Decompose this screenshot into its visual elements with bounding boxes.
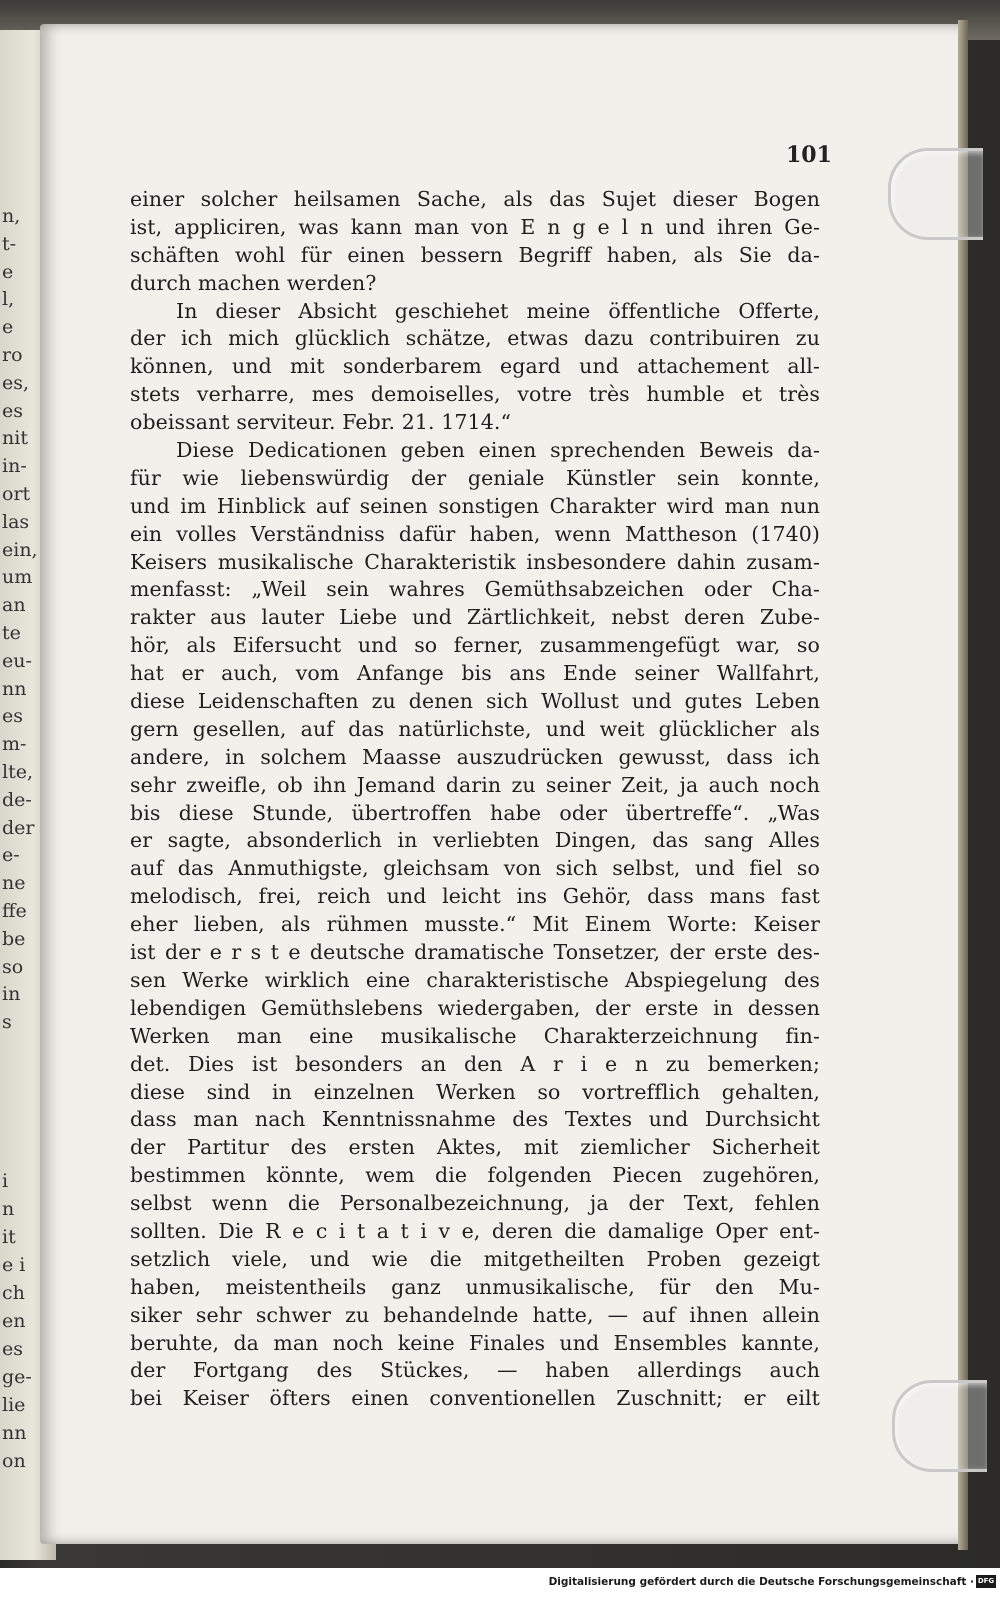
text-line: Diese Dedicationen geben einen sprechenden Beweis da- bbox=[176, 438, 820, 463]
left-page-fragment: es bbox=[2, 399, 23, 422]
left-page-fragment: m- bbox=[2, 733, 27, 756]
left-page-fragment: it bbox=[2, 1226, 16, 1248]
left-page-fragment: lie bbox=[2, 1394, 26, 1416]
text-line: er sagte, absonderlich in verliebten Dingen, das sang Alles bbox=[130, 828, 820, 853]
text-line: sollten. Die R e c i t a t i v e, deren die damalige Oper ent- bbox=[130, 1218, 820, 1243]
text-line: setzlich viele, und wie die mitgetheilten Proben gezeigt bbox=[130, 1246, 820, 1271]
text-line: ist der e r s t e deutsche dramatische Tonsetzer, der erste des- bbox=[130, 940, 820, 965]
left-page-fragment: t- bbox=[2, 232, 17, 255]
left-page-fragment: on bbox=[2, 1450, 26, 1472]
left-page-fragment: in- bbox=[2, 455, 27, 478]
text-line: menfasst: „Weil sein wahres Gemüthsabzeichen oder Cha- bbox=[130, 577, 820, 602]
text-line: der Fortgang des Stückes, — haben allerdings auch bbox=[130, 1358, 820, 1383]
left-page-fragment: las bbox=[2, 510, 30, 533]
left-page-fragment: ch bbox=[2, 1282, 25, 1304]
left-page-fragment: um bbox=[2, 566, 33, 589]
left-page-fragment: e bbox=[2, 316, 14, 339]
left-page-fragment: ffe bbox=[2, 900, 27, 922]
text-line: ist, appliciren, was kann man von E n g e l n und ihren Ge- bbox=[130, 214, 820, 239]
left-page-fragment: in bbox=[2, 983, 21, 1006]
text-line: ein volles Verständniss dafür haben, wenn Mattheson (1740) bbox=[130, 521, 820, 546]
text-line: der Partitur des ersten Aktes, mit ziemlicher Sicherheit bbox=[130, 1135, 820, 1160]
text-line: einer solcher heilsamen Sache, als das Sujet dieser Bogen bbox=[130, 187, 820, 211]
left-page-fragment: ein, bbox=[2, 538, 38, 561]
left-page-fragment: lte, bbox=[2, 761, 33, 783]
text-line: melodisch, frei, reich und leicht ins Gehör, dass mans fast bbox=[130, 884, 820, 909]
left-page-fragment: i bbox=[2, 1170, 9, 1192]
page-holder-clip-icon bbox=[888, 148, 983, 240]
left-page-fragment: e i bbox=[2, 1254, 26, 1276]
text-line: rakter aus lauter Liebe und Zärtlichkeit, nebst deren Zube- bbox=[130, 605, 820, 630]
text-line: durch machen werden? bbox=[130, 270, 377, 295]
text-line: sen Werke wirklich eine charakteristische Abspiegelung des bbox=[130, 967, 820, 992]
left-page-fragment: es bbox=[2, 1338, 23, 1360]
text-line: lebendigen Gemüthslebens wiedergaben, der erste in dessen bbox=[130, 995, 820, 1020]
left-page-fragment: te bbox=[2, 622, 21, 644]
left-page-fragment: der bbox=[2, 816, 35, 839]
dfg-logo-icon: DFG bbox=[976, 1575, 996, 1588]
page-stack-edge bbox=[958, 20, 968, 1550]
left-page-fragment: be bbox=[2, 927, 26, 950]
left-page-fragment: e- bbox=[2, 844, 20, 867]
text-line: hör, als Eifersucht und so ferner, zusammengefügt war, so bbox=[130, 633, 820, 658]
text-line: Werken man eine musikalische Charakterzeichnung fin- bbox=[130, 1023, 820, 1048]
left-page-fragment: ge- bbox=[2, 1366, 32, 1388]
body-text bbox=[130, 186, 820, 1413]
left-page-fragment: ne bbox=[2, 872, 26, 895]
text-line: det. Dies ist besonders an den A r i e n zu bemerken; bbox=[130, 1051, 820, 1076]
left-page-fragment: eu- bbox=[2, 649, 32, 672]
text-line: bei Keiser öfters einen conventionellen Zuschnitt; er eilt bbox=[130, 1386, 820, 1411]
text-line: können, und mit sonderbarem egard und attachement all- bbox=[130, 354, 820, 379]
text-line: stets verharre, mes demoiselles, votre très humble et très bbox=[130, 382, 820, 407]
left-page-fragment: an bbox=[2, 594, 26, 617]
text-line: obeissant serviteur. Febr. 21. 1714.“ bbox=[130, 410, 512, 435]
text-line: In dieser Absicht geschiehet meine öffentliche Offerte, bbox=[176, 298, 820, 323]
text-line: andere, in solchem Maasse auszudrücken gewusst, dass ich bbox=[130, 744, 820, 769]
text-line: bestimmen könnte, wem die folgenden Piecen zugehören, bbox=[130, 1163, 820, 1188]
text-line: der ich mich glücklich schätze, etwas dazu contribuiren zu bbox=[130, 326, 820, 351]
left-page-fragment: es bbox=[2, 705, 23, 728]
text-line: und im Hinblick auf seinen sonstigen Charakter wird man nun bbox=[130, 493, 820, 518]
left-page-fragment: l, bbox=[2, 288, 15, 311]
text-line: hat er auch, vom Anfange bis ans Ende seiner Wallfahrt, bbox=[130, 661, 820, 686]
text-line: beruhte, da man noch keine Finales und Ensembles kannte, bbox=[130, 1330, 820, 1355]
text-line: siker sehr schwer zu behandelnde hatte, — auf ihnen allein bbox=[130, 1302, 820, 1327]
left-page-fragment: n bbox=[2, 1198, 15, 1220]
left-page-fragment: e bbox=[2, 260, 14, 283]
text-line: Keisers musikalische Charakteristik insbesondere dahin zusam- bbox=[130, 549, 820, 574]
text-line: dass man nach Kenntnissnahme des Textes und Durchsicht bbox=[130, 1107, 820, 1132]
left-page-fragment: n, bbox=[2, 205, 21, 227]
left-page-fragment: s bbox=[2, 1011, 12, 1034]
left-page-fragment: ort bbox=[2, 483, 31, 505]
text-line: schäften wohl für einen bessern Begriff haben, als Sie da- bbox=[130, 242, 820, 267]
left-page-fragment: ro bbox=[2, 344, 23, 366]
text-line: auf das Anmuthigste, gleichsam von sich selbst, und fiel so bbox=[130, 856, 820, 881]
text-line: für wie liebenswürdig der geniale Künstler sein konnte, bbox=[130, 465, 820, 490]
page-holder-clip-icon bbox=[892, 1380, 987, 1472]
page-number: 101 bbox=[786, 142, 832, 168]
left-page-fragment: nn bbox=[2, 677, 27, 700]
left-page-fragment: de- bbox=[2, 788, 32, 811]
left-page-fragment: nit bbox=[2, 427, 28, 450]
text-line: haben, meistentheils ganz unmusikalische, für den Mu- bbox=[130, 1274, 820, 1299]
text-line: sehr zweifle, ob ihn Jemand darin zu seiner Zeit, ja auch noch bbox=[130, 772, 820, 797]
left-page-fragment: en bbox=[2, 1310, 26, 1332]
text-line: diese sind in einzelnen Werken so vortrefflich gehalten, bbox=[130, 1079, 820, 1104]
footer-bar bbox=[0, 1568, 1000, 1600]
text-line: gern gesellen, auf das natürlichste, und weit glücklicher als bbox=[130, 716, 820, 741]
text-line: selbst wenn die Personalbezeichnung, ja der Text, fehlen bbox=[130, 1191, 820, 1216]
funding-credit: Digitalisierung gefördert durch die Deutsche Forschungsgemeinschaft · bbox=[548, 1576, 974, 1588]
left-page-fragment: nn bbox=[2, 1422, 27, 1444]
left-page-fragment: es, bbox=[2, 371, 30, 394]
text-line: eher lieben, als rühmen musste.“ Mit Einem Worte: Keiser bbox=[130, 912, 820, 937]
text-line: diese Leidenschaften zu denen sich Wollust und gutes Leben bbox=[130, 689, 820, 714]
text-line: bis diese Stunde, übertroffen habe oder übertreffe“. „Was bbox=[130, 800, 820, 825]
left-page-fragment: so bbox=[2, 955, 24, 978]
